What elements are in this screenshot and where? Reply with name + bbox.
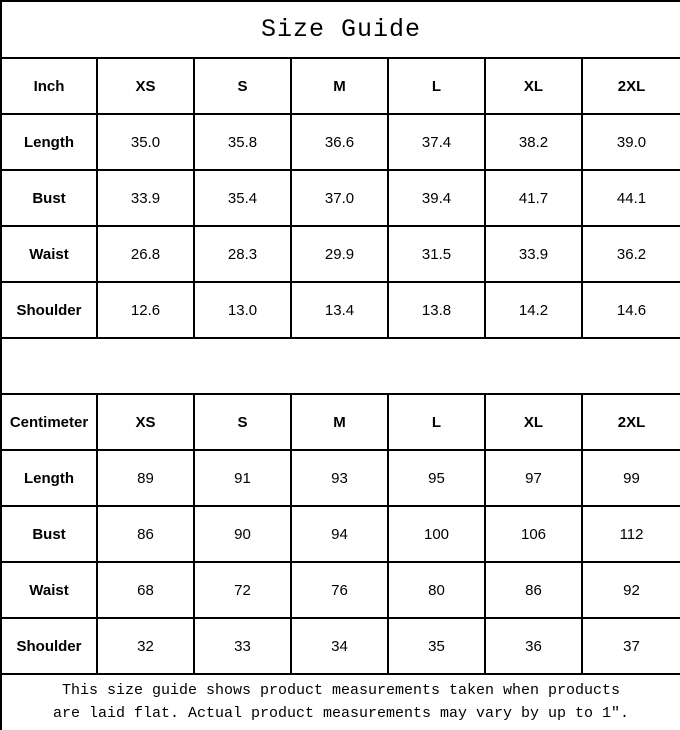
footer-note-line1: This size guide shows product measurements taken when products xyxy=(61,682,621,699)
size-header-xl: XL xyxy=(485,58,582,114)
spacer-row xyxy=(1,338,680,394)
cm-shoulder-row xyxy=(1,618,680,674)
size-header-2xl: 2XL xyxy=(582,58,680,114)
measure-value: 37.0 xyxy=(291,170,388,226)
inch-header-row xyxy=(1,58,680,114)
measure-value: 95 xyxy=(388,450,485,506)
measure-label: Waist xyxy=(1,562,97,618)
measure-label: Length xyxy=(1,450,97,506)
measure-value: 28.3 xyxy=(194,226,291,282)
size-header-xl: XL xyxy=(485,394,582,450)
size-header-l: L xyxy=(388,394,485,450)
measure-label: Length xyxy=(1,114,97,170)
size-header-m: M xyxy=(291,58,388,114)
measure-value: 36.2 xyxy=(582,226,680,282)
footer-note-line2: are laid flat. Actual product measurements may vary by up to 1″. xyxy=(52,704,630,722)
measure-value: 35 xyxy=(388,618,485,674)
measure-value: 36.6 xyxy=(291,114,388,170)
measure-value: 94 xyxy=(291,506,388,562)
measure-value: 112 xyxy=(582,506,680,562)
measure-value: 97 xyxy=(485,450,582,506)
spacer-cell xyxy=(1,338,680,394)
measure-value: 13.8 xyxy=(388,282,485,338)
measure-value: 89 xyxy=(97,450,194,506)
measure-label: Shoulder xyxy=(1,618,97,674)
page-title: Size Guide xyxy=(1,1,680,58)
measure-value: 91 xyxy=(194,450,291,506)
measure-value: 72 xyxy=(194,562,291,618)
measure-value: 106 xyxy=(485,506,582,562)
measure-value: 13.4 xyxy=(291,282,388,338)
size-header-xs: XS xyxy=(97,394,194,450)
measure-value: 26.8 xyxy=(97,226,194,282)
measure-value: 33.9 xyxy=(485,226,582,282)
measure-value: 37.4 xyxy=(388,114,485,170)
measure-value: 14.6 xyxy=(582,282,680,338)
measure-value: 13.0 xyxy=(194,282,291,338)
measure-value: 86 xyxy=(485,562,582,618)
cm-length-row xyxy=(1,450,680,506)
size-header-l: L xyxy=(388,58,485,114)
measure-value: 34 xyxy=(291,618,388,674)
unit-header-inch: Inch xyxy=(1,58,97,114)
measure-label: Waist xyxy=(1,226,97,282)
measure-value: 100 xyxy=(388,506,485,562)
measure-value: 92 xyxy=(582,562,680,618)
measure-value: 39.4 xyxy=(388,170,485,226)
measure-value: 39.0 xyxy=(582,114,680,170)
cm-header-row xyxy=(1,394,680,450)
measure-value: 12.6 xyxy=(97,282,194,338)
size-header-m: M xyxy=(291,394,388,450)
measure-value: 80 xyxy=(388,562,485,618)
cm-waist-row xyxy=(1,562,680,618)
measure-value: 38.2 xyxy=(485,114,582,170)
measure-value: 37 xyxy=(582,618,680,674)
measure-value: 41.7 xyxy=(485,170,582,226)
inch-shoulder-row xyxy=(1,282,680,338)
inch-waist-row xyxy=(1,226,680,282)
measure-value: 44.1 xyxy=(582,170,680,226)
measure-value: 76 xyxy=(291,562,388,618)
size-header-s: S xyxy=(194,394,291,450)
size-header-xs: XS xyxy=(97,58,194,114)
measure-value: 33.9 xyxy=(97,170,194,226)
footer-note xyxy=(1,674,680,730)
measure-value: 86 xyxy=(97,506,194,562)
measure-value: 14.2 xyxy=(485,282,582,338)
footer-row xyxy=(1,674,680,730)
unit-header-centimeter: Centimeter xyxy=(1,394,97,450)
measure-label: Bust xyxy=(1,170,97,226)
measure-value: 93 xyxy=(291,450,388,506)
cm-bust-row xyxy=(1,506,680,562)
measure-value: 31.5 xyxy=(388,226,485,282)
measure-value: 68 xyxy=(97,562,194,618)
measure-value: 29.9 xyxy=(291,226,388,282)
size-header-s: S xyxy=(194,58,291,114)
size-header-2xl: 2XL xyxy=(582,394,680,450)
measure-value: 35.0 xyxy=(97,114,194,170)
measure-value: 36 xyxy=(485,618,582,674)
title-row xyxy=(1,1,680,58)
inch-bust-row xyxy=(1,170,680,226)
inch-length-row xyxy=(1,114,680,170)
measure-label: Bust xyxy=(1,506,97,562)
measure-label: Shoulder xyxy=(1,282,97,338)
measure-value: 35.8 xyxy=(194,114,291,170)
measure-value: 33 xyxy=(194,618,291,674)
measure-value: 99 xyxy=(582,450,680,506)
measure-value: 90 xyxy=(194,506,291,562)
measure-value: 32 xyxy=(97,618,194,674)
measure-value: 35.4 xyxy=(194,170,291,226)
